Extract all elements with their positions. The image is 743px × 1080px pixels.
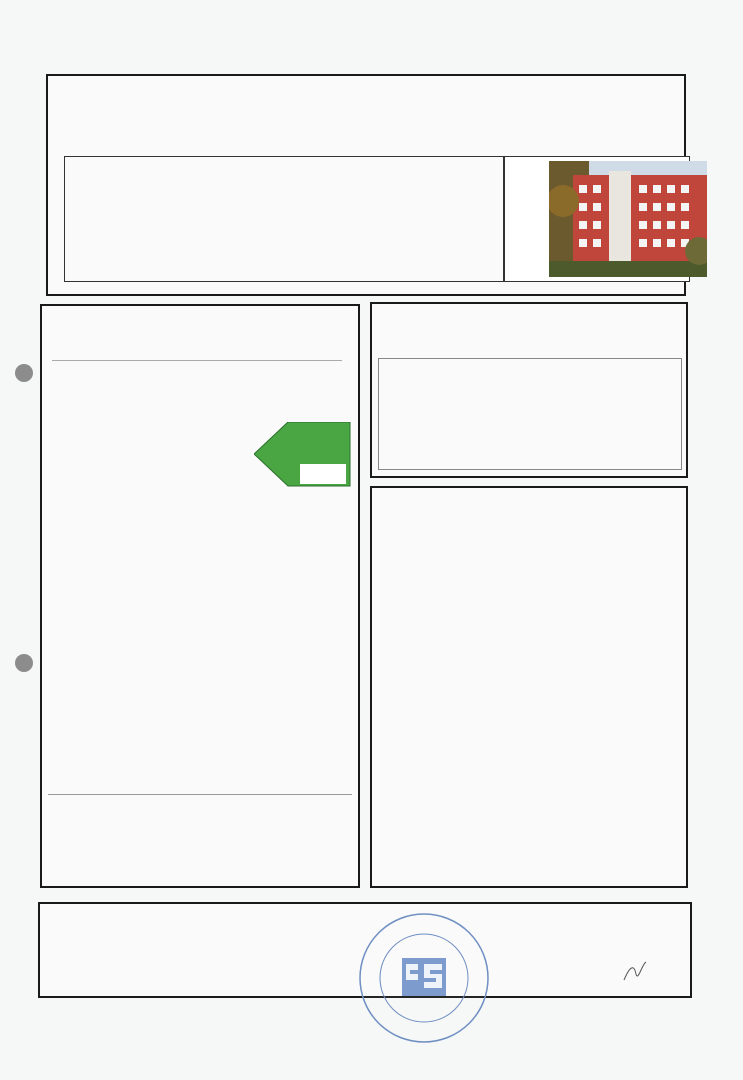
pie-chart: [569, 365, 653, 449]
requirement-panel: [48, 794, 352, 883]
distribution-chart: [378, 358, 682, 470]
specialist-stamp: [356, 910, 492, 1046]
building-photo: [504, 156, 690, 282]
punch-hole: [15, 654, 33, 672]
punch-hole: [15, 364, 33, 382]
signature: [620, 960, 650, 984]
legend-item: [385, 367, 397, 377]
header-box: [46, 74, 686, 296]
legend-item: [385, 381, 397, 391]
building-photo-image: [549, 161, 707, 277]
legend-swatch: [385, 381, 393, 389]
legend-swatch: [385, 367, 393, 375]
building-info: [64, 156, 504, 282]
result-class-arrow: [254, 422, 354, 492]
classification-box: [40, 304, 360, 888]
indicators-box: [370, 486, 688, 888]
distribution-box: [370, 302, 688, 478]
